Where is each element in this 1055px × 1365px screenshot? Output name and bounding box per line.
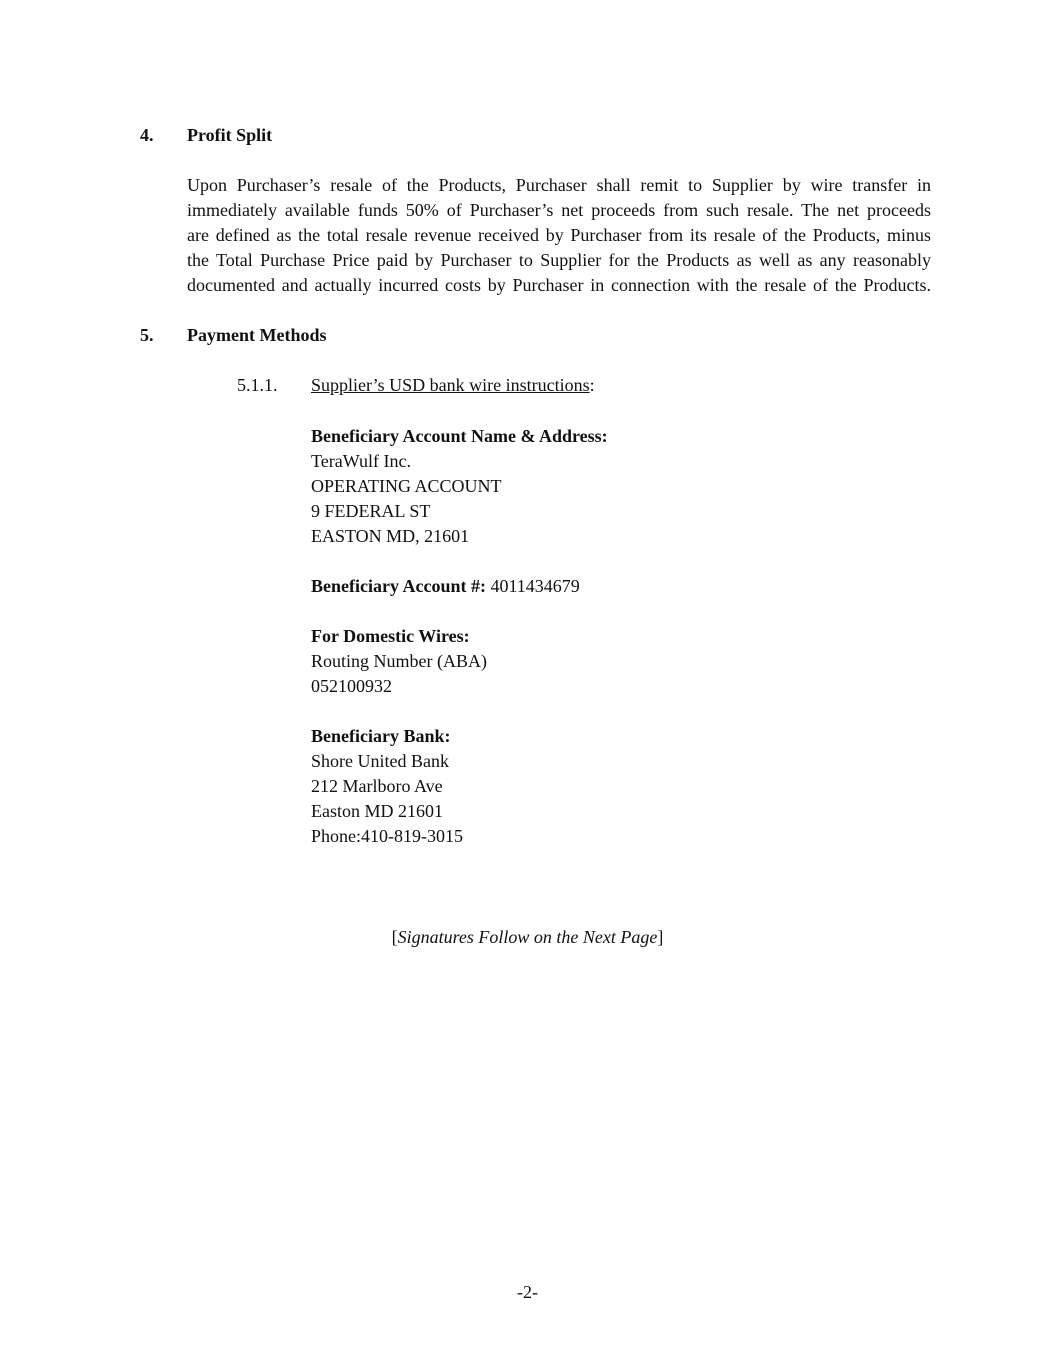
paragraph-line: Upon Purchaser’s resale of the Products, Purchaser shall remit to Supplier by wire transfer in: [187, 175, 931, 195]
paragraph-line: immediately available funds 50% of Purchaser’s net proceeds from such resale. The net proceeds: [187, 200, 931, 220]
section-5-number: 5.: [140, 325, 154, 345]
page-number: -2-: [517, 1282, 538, 1302]
beneficiary-bank-line: Shore United Bank: [311, 751, 449, 771]
bracket-close: ]: [657, 927, 664, 947]
beneficiary-line: 9 FEDERAL ST: [311, 501, 431, 521]
profit-split-paragraph: [187, 173, 931, 298]
subsection-number: 5.1.1.: [237, 375, 278, 395]
domestic-wires-line: 052100932: [311, 676, 392, 696]
beneficiary-bank-line: 212 Marlboro Ave: [311, 776, 443, 796]
section-4-heading: Profit Split: [187, 125, 273, 145]
domestic-wires-line: Routing Number (ABA): [311, 651, 487, 671]
beneficiary-bank-heading: Beneficiary Bank:: [311, 726, 451, 746]
beneficiary-line: EASTON MD, 21601: [311, 526, 470, 546]
beneficiary-heading: Beneficiary Account Name & Address:: [311, 426, 608, 446]
beneficiary-line: TeraWulf Inc.: [311, 451, 411, 471]
wire-instructions-label: [311, 373, 595, 398]
signatures-note-text: Signatures Follow on the Next Page: [397, 927, 658, 947]
wire-instructions-colon: :: [589, 375, 595, 395]
wire-instructions-link-text: Supplier’s USD bank wire instructions: [311, 375, 590, 395]
account-number-value: 4011434679: [490, 576, 580, 596]
paragraph-line: the Total Purchase Price paid by Purchaser to Supplier for the Products as well as any reasonably: [187, 250, 931, 270]
beneficiary-bank-line: Easton MD 21601: [311, 801, 443, 821]
paragraph-line: documented and actually incurred costs by Purchaser in connection with the resale of the Products.: [187, 275, 931, 295]
section-5-heading: Payment Methods: [187, 325, 327, 345]
bracket-open: [: [391, 927, 398, 947]
signatures-note: [0, 925, 1055, 950]
account-number-label: Beneficiary Account #:: [311, 576, 486, 596]
beneficiary-bank-line: Phone:410-819-3015: [311, 826, 463, 846]
account-number-row: [311, 574, 580, 599]
domestic-wires-heading: For Domestic Wires:: [311, 626, 470, 646]
beneficiary-line: OPERATING ACCOUNT: [311, 476, 502, 496]
paragraph-line: are defined as the total resale revenue received by Purchaser from its resale of the Products, minus: [187, 225, 931, 245]
section-4-number: 4.: [140, 125, 154, 145]
